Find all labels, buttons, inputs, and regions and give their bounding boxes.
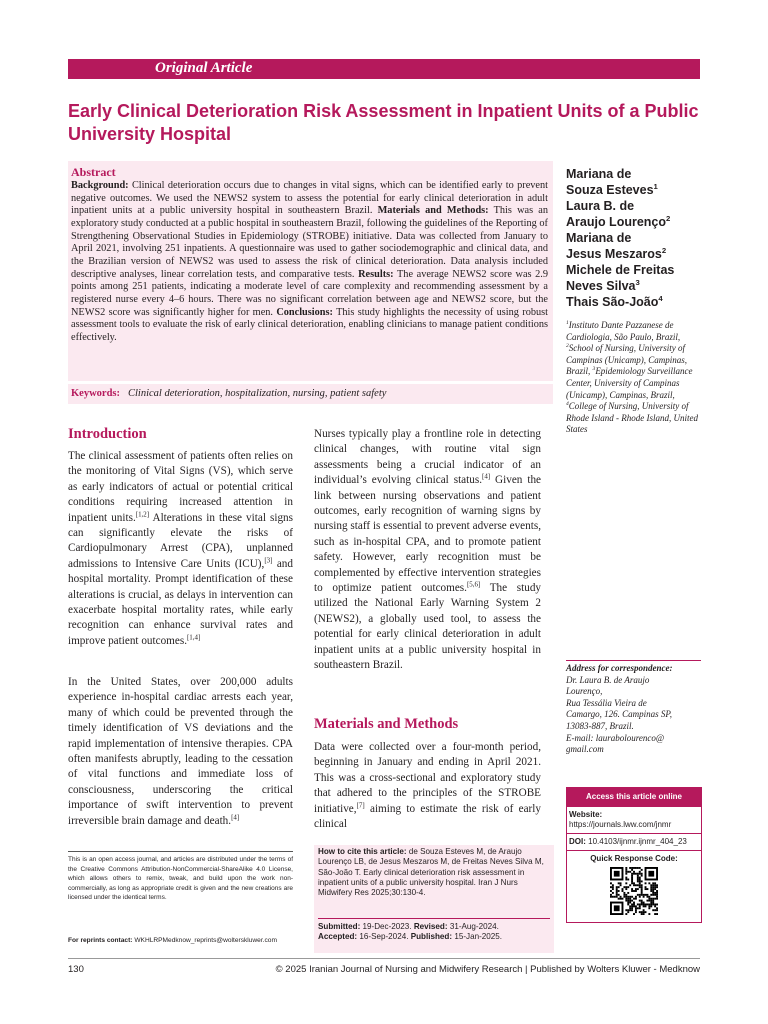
author-line [566,278,706,294]
author-affiliation-mark: 2 [666,213,671,223]
doi-value[interactable]: 10.4103/ijnmr.ijnmr_404_23 [588,837,687,846]
accepted-date: 16-Sep-2024. [359,932,409,942]
submitted-date: 19-Dec-2023. [362,922,412,931]
license-divider [68,851,293,852]
qr-row [567,850,701,922]
introduction-paragraph-1 [68,449,293,649]
article-dates [318,922,550,943]
access-article-box [566,787,702,923]
submitted-label: Submitted: [318,922,361,931]
citation-label: How to cite this article: [318,847,407,856]
author-name: Laura B. de [566,199,635,213]
article-type-banner [68,59,700,79]
abstract-text [71,180,548,345]
website-row [567,806,701,833]
author-name: Araujo Lourenço [566,215,667,229]
license-notice: This is an open access journal, and articles are distributed under the terms of the Creative Commons Attribution-NonCommercial-ShareAlike 4.0 License, which allows others to remix, tweak, and build upon the work non-commercially, as long as appropriate credit is given and the new creations are licensed under the identical terms. [68,856,293,902]
abstract-conclusions: This study highlights the necessity of using robust assessment tools to evaluate the risk of early clinical deterioration, enabling clinicians to manage patient conditions effectively. [71,306,549,343]
author-line [566,182,706,198]
affiliation-mark: 4 [566,401,569,408]
citation-reference: [4] [482,472,491,481]
author-affiliation-mark: 1 [653,181,658,191]
citation-body: de Souza Esteves M, de Araujo Lourenço LB, de Jesus Meszaros M, de Freitas Neves Silva M, São-João T. Early clinical deterioration risk assessment in inpatient units of a public university hospital. Iran J Nurs Midwifery Res 2025;30:130-4. [318,847,544,898]
affiliation-text: Epidemiology Surveillance Center, University of Campinas (Unicamp), Campinas, Brazil, [566,366,693,400]
paragraph-text: aiming to estimate the risk of early clinical [314,802,541,831]
author-list [566,166,706,310]
accepted-label: Accepted: [318,932,358,942]
author-name: Souza Esteves [566,183,654,197]
abstract-background-label: Background: [71,180,129,191]
introduction-paragraph-3 [314,427,541,674]
reprints-contact [68,937,308,944]
abstract-methods-label: Materials and Methods: [377,205,489,217]
page-number: 130 [68,964,84,975]
affiliation-mark: 2 [566,343,569,350]
paragraph-text: Data were collected over a four-month period, beginning in January and ending in April 2021. This was a cross-sectional and exploratory study that adhered to the principles of the STROBE initiative, [314,741,541,815]
keywords-box [68,384,553,404]
citation-reference: [5,6] [466,580,481,589]
author-line [566,214,706,230]
correspondence-address [566,675,706,756]
revised-label: Revised: [413,922,448,931]
paragraph-text: Given the link between nursing observations and patient outcomes, early recognition of warning signs by nursing staff is essential to prevent adverse events, such as in-hospital CPA, and to promote patient safety. However, early recognition must be complemented by effective intervention strategies to optimize patient outcomes. [314,474,541,595]
author-affiliation-mark: 2 [661,245,667,255]
abstract-background: Clinical deterioration occurs due to changes in vital signs, which can be identified early to prevent negative outcomes. We used the NEWS2 system to assess the potential for early clinical deterioration in adult inpatient units at a public university hospital in southeastern Brazil. [71,180,548,217]
citation-reference: [1,2] [135,509,150,518]
citation-reference: [1,4] [187,633,201,642]
affiliation-text: School of Nursing, University of Campinas (Unicamp), Campinas, Brazil, [566,343,687,377]
correspondence-line: gmail.com [566,744,604,755]
correspondence-heading: Address for correspondence: [566,663,673,673]
qr-label: Quick Response Code: [590,854,678,863]
abstract-results: The average NEWS2 score was 2.9 points among 251 patients, indicating a moderate level of care complexity and recommending assessment by a registered nurse every 4–6 hours. There was no significant correlation between age and NEWS2 score, but the NEWS2 score was significantly higher for men. [71,268,549,318]
introduction-paragraph-2 [68,675,293,829]
author-line [566,246,706,262]
doi-row [567,833,701,850]
affiliations [566,320,706,436]
author-affiliation-mark: 3 [635,277,640,287]
paragraph-text: and hospital mortality. Prompt identification of these alterations is crucial, as delays in intervention can exacerbate hospital mortality rates, while early recognition can enhance survival rates and improve patient outcomes. [68,557,293,647]
website-link[interactable]: https://journals.lww.com/jnmr [569,820,672,829]
correspondence-block [566,663,706,756]
reprints-email[interactable]: WKHLRPMedknow_reprints@wolterskluwer.com [134,937,277,944]
author-line [566,230,706,246]
correspondence-line: E-mail: laurabolourenco@ [566,732,665,743]
author-line [566,198,706,214]
qr-code-icon[interactable] [610,867,658,915]
author-line [566,294,706,310]
article-title: Early Clinical Deterioration Risk Assessment in Inpatient Units of a Public University Hospital [68,101,699,144]
author-line [566,166,706,182]
methods-heading: Materials and Methods [314,716,459,732]
methods-paragraph-1 [314,740,541,832]
paragraph-text: Nurses typically play a frontline role in detecting clinical changes, with routine vital sign assessments being a crucial indicator of an individual’s evolving clinical status. [314,428,541,487]
published-label: Published: [410,932,453,942]
revised-date: 31-Aug-2024. [449,922,499,931]
doi-label: DOI: [569,837,586,846]
paragraph-text: In the United States, over 200,000 adults experience in-hospital cardiac arrests each year, many of which could be prevented through the timely identification of VS deviations and the rapid implementation of intensive therapies. CPA often manifests abruptly, leading to the cessation of vital functions and immediate loss of consciousness, underscoring the critical importance of swift intervention to prevent irreversible brain damage and death. [68,676,293,827]
correspondence-line: Rua Tessália Vieira de [566,697,647,708]
author-name: Neves Silva [566,279,636,293]
access-heading: Access this article online [567,788,701,806]
affiliation-mark: 1 [566,320,569,326]
abstract-results-label: Results: [358,268,394,280]
correspondence-divider [566,660,701,661]
journal-footer: © 2025 Iranian Journal of Nursing and Midwifery Research | Published by Wolters Kluwer - Medknow [275,964,700,975]
affiliation-mark: 3 [592,366,596,373]
footer-divider [68,958,700,959]
paragraph-text: Alterations in these vital signs can significantly elevate the risks of Cardiopulmonary Arrest (CPA), unplanned admissions to Intensive Care Units (ICU), [68,511,294,570]
published-date: 15-Jan-2025. [454,932,503,942]
citation-reference: [4] [231,812,240,821]
keywords-label: Keywords: [71,388,120,399]
affiliation-text: College of Nursing, University of Rhode Island - Rhode Island, United States [566,401,698,435]
citation-text [318,847,550,898]
author-name: Mariana de [566,167,632,181]
author-name: Jesus Meszaros [566,247,662,261]
citation-reference: [3] [264,556,273,565]
keywords-value: Clinical deterioration, hospitalization, nursing, patient safety [128,388,387,399]
paragraph-text: The study utilized the National Early Warning System 2 (NEWS2), a globally used tool, to assess the potential for early clinical deterioration in adult inpatient units at a public university hospital in southeastern Brazil. [314,582,542,672]
correspondence-line: Camargo, 126. Campinas SP, [566,709,673,720]
author-name: Thais São-João [566,295,659,309]
author-affiliation-mark: 4 [658,293,663,303]
abstract-conclusions-label: Conclusions: [276,306,333,318]
correspondence-line: Dr. Laura B. de Araujo [566,674,650,685]
author-name: Michele de Freitas [566,263,675,277]
author-name: Mariana de [566,231,632,245]
citation-divider [318,918,550,919]
article-type-label: Original Article [155,60,253,76]
introduction-heading: Introduction [68,426,147,442]
author-line [566,262,706,278]
reprints-label: For reprints contact: [68,937,133,944]
abstract-box [68,161,553,381]
correspondence-line: 13083-887, Brazil. [566,720,634,731]
citation-reference: [7] [356,800,365,809]
paragraph-text: The clinical assessment of patients often relies on the monitoring of Vital Signs (VS), which serve as early indicators of actual or potential critical conditions requiring increased attention in inpatient units. [68,450,293,524]
abstract-heading: Abstract [71,165,116,179]
website-label: Website: [569,810,603,819]
citation-box [314,845,554,953]
abstract-methods: This was an exploratory study conducted at a public hospital in southeastern Brazil, following the guidelines of the Reporting of Strengthening Observational Studies in Epidemiology (STROBE) initiative. Data was collected from January to April 2021, involving 251 inpatients. A questionnaire was used to gather sociodemographic and clinical data, and the Brazilian version of NEWS2 was used to assess the risk of clinical deterioration. Data analysis included descriptive analyses, linear correlation tests, and comparative tests. [71,205,549,280]
affiliation-text: Instituto Dante Pazzanese de Cardiologia, São Paulo, Brazil, [566,320,681,342]
correspondence-line: Lourenço, [566,686,603,697]
